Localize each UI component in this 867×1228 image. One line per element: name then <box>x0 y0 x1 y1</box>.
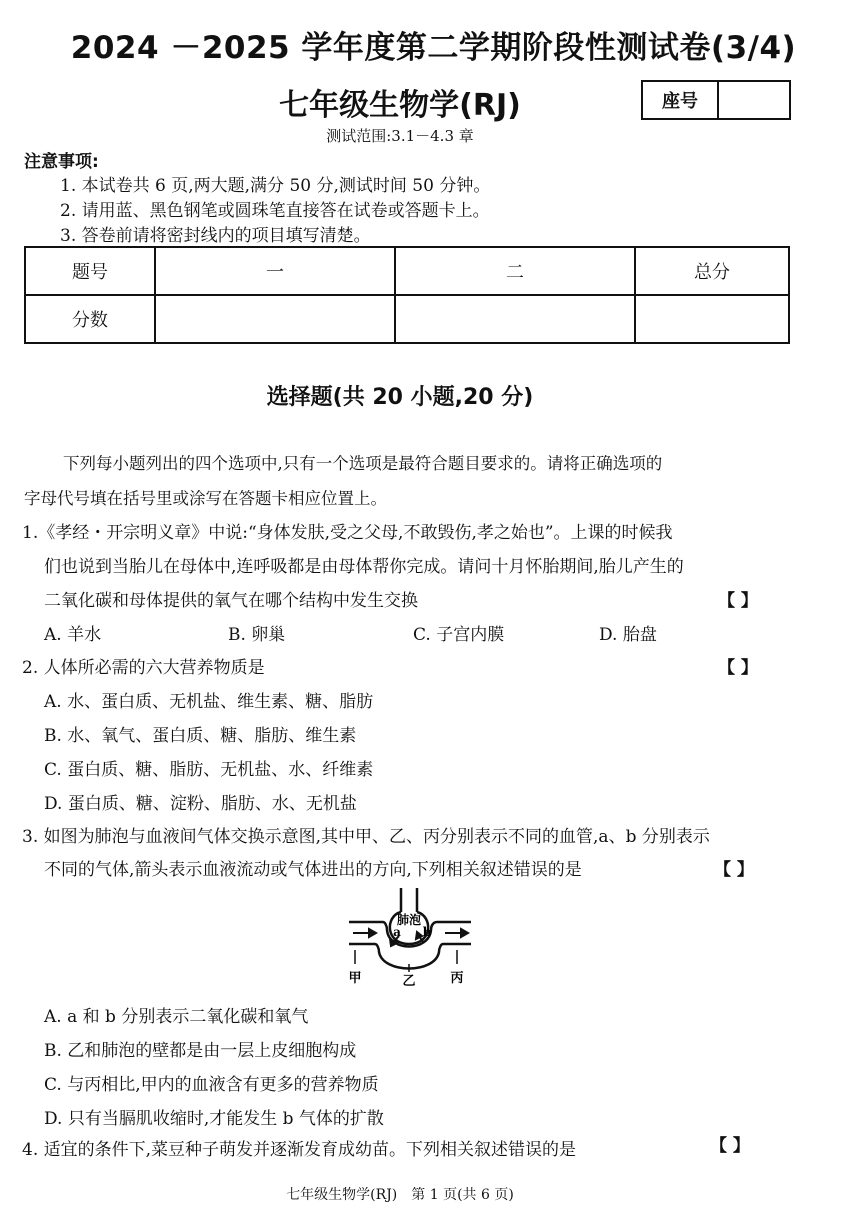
question-1-stem: 二氧化碳和母体提供的氧气在哪个结构中发生交换 <box>44 591 418 611</box>
notice-item: 1. 本试卷共 6 页,两大题,满分 50 分,测试时间 50 分钟。 <box>60 176 491 196</box>
score-table <box>24 246 790 344</box>
question-1-stem: 们也说到当胎儿在母体中,连呼吸都是由母体帮你完成。请问十月怀胎期间,胎儿产生的 <box>44 557 684 577</box>
option: A. 羊水 <box>44 625 102 645</box>
notice-heading: 注意事项: <box>24 152 99 172</box>
notice-item: 3. 答卷前请将密封线内的项目填写清楚。 <box>60 226 371 246</box>
option: C. 子宫内膜 <box>413 625 505 645</box>
alveolus-diagram <box>345 886 475 986</box>
page-footer: 七年级生物学(RJ) 第 1 页(共 6 页) <box>286 1187 514 1203</box>
option: D. 只有当膈肌收缩时,才能发生 b 气体的扩散 <box>44 1109 384 1129</box>
score-header-cell: 总分 <box>635 247 789 295</box>
option: A. 水、蛋白质、无机盐、维生素、糖、脂肪 <box>44 692 374 712</box>
alveolus-label: 肺泡 <box>396 913 422 927</box>
question-3-stem: 不同的气体,箭头表示血液流动或气体进出的方向,下列相关叙述错误的是 <box>44 860 582 880</box>
instructions: 字母代号填在括号里或涂写在答题卡相应位置上。 <box>24 489 387 508</box>
gas-b-label: b <box>422 925 432 939</box>
option: A. a 和 b 分别表示二氧化碳和氧气 <box>44 1007 309 1027</box>
answer-bracket[interactable]: 【 】 <box>714 860 754 880</box>
answer-bracket[interactable]: 【 】 <box>718 591 758 611</box>
option: D. 胎盘 <box>599 625 657 645</box>
test-range: 测试范围:3.1－4.3 章 <box>326 127 474 145</box>
option: D. 蛋白质、糖、淀粉、脂肪、水、无机盐 <box>44 794 357 814</box>
option: B. 水、氧气、蛋白质、糖、脂肪、维生素 <box>44 726 357 746</box>
question-3-stem: 3. 如图为肺泡与血液间气体交换示意图,其中甲、乙、丙分别表示不同的血管,a、b 分别表示 <box>22 827 710 847</box>
score-row-label: 分数 <box>25 295 155 343</box>
vessel-jia-label: 甲 <box>348 971 362 986</box>
score-cell[interactable] <box>155 295 395 343</box>
score-cell[interactable] <box>635 295 789 343</box>
score-cell[interactable] <box>395 295 635 343</box>
subject-title: 七年级生物学(RJ) <box>279 88 521 123</box>
exam-title: 2024 －2025 学年度第二学期阶段性测试卷(3/4) <box>70 30 797 66</box>
seat-label: 座号 <box>643 82 719 118</box>
question-2-stem: 2. 人体所必需的六大营养物质是 <box>22 658 265 678</box>
option: B. 卵巢 <box>228 625 286 645</box>
answer-bracket[interactable]: 【 】 <box>718 658 758 678</box>
gas-a-label: a <box>393 925 401 939</box>
seat-number-blank[interactable] <box>719 82 789 118</box>
score-header-cell: 一 <box>155 247 395 295</box>
instructions: 下列每小题列出的四个选项中,只有一个选项是最符合题目要求的。请将正确选项的 <box>63 454 663 473</box>
option: C. 蛋白质、糖、脂肪、无机盐、水、纤维素 <box>44 760 374 780</box>
option: C. 与丙相比,甲内的血液含有更多的营养物质 <box>44 1075 379 1095</box>
answer-bracket[interactable]: 【 】 <box>710 1136 750 1156</box>
question-4-stem: 4. 适宜的条件下,菜豆种子萌发并逐渐发育成幼苗。下列相关叙述错误的是 <box>22 1140 577 1160</box>
seat-number-box <box>641 80 791 120</box>
option: B. 乙和肺泡的壁都是由一层上皮细胞构成 <box>44 1041 357 1061</box>
question-1-stem: 1.《孝经・开宗明义章》中说:“身体发肤,受之父母,不敢毁伤,孝之始也”。上课的时候我 <box>22 523 673 543</box>
vessel-yi-label: 乙 <box>402 974 416 986</box>
score-header-cell: 二 <box>395 247 635 295</box>
vessel-bing-label: 丙 <box>450 971 464 986</box>
score-header-cell: 题号 <box>25 247 155 295</box>
section-title: 选择题(共 20 小题,20 分) <box>266 385 534 410</box>
notice-item: 2. 请用蓝、黑色钢笔或圆珠笔直接答在试卷或答题卡上。 <box>60 201 490 221</box>
